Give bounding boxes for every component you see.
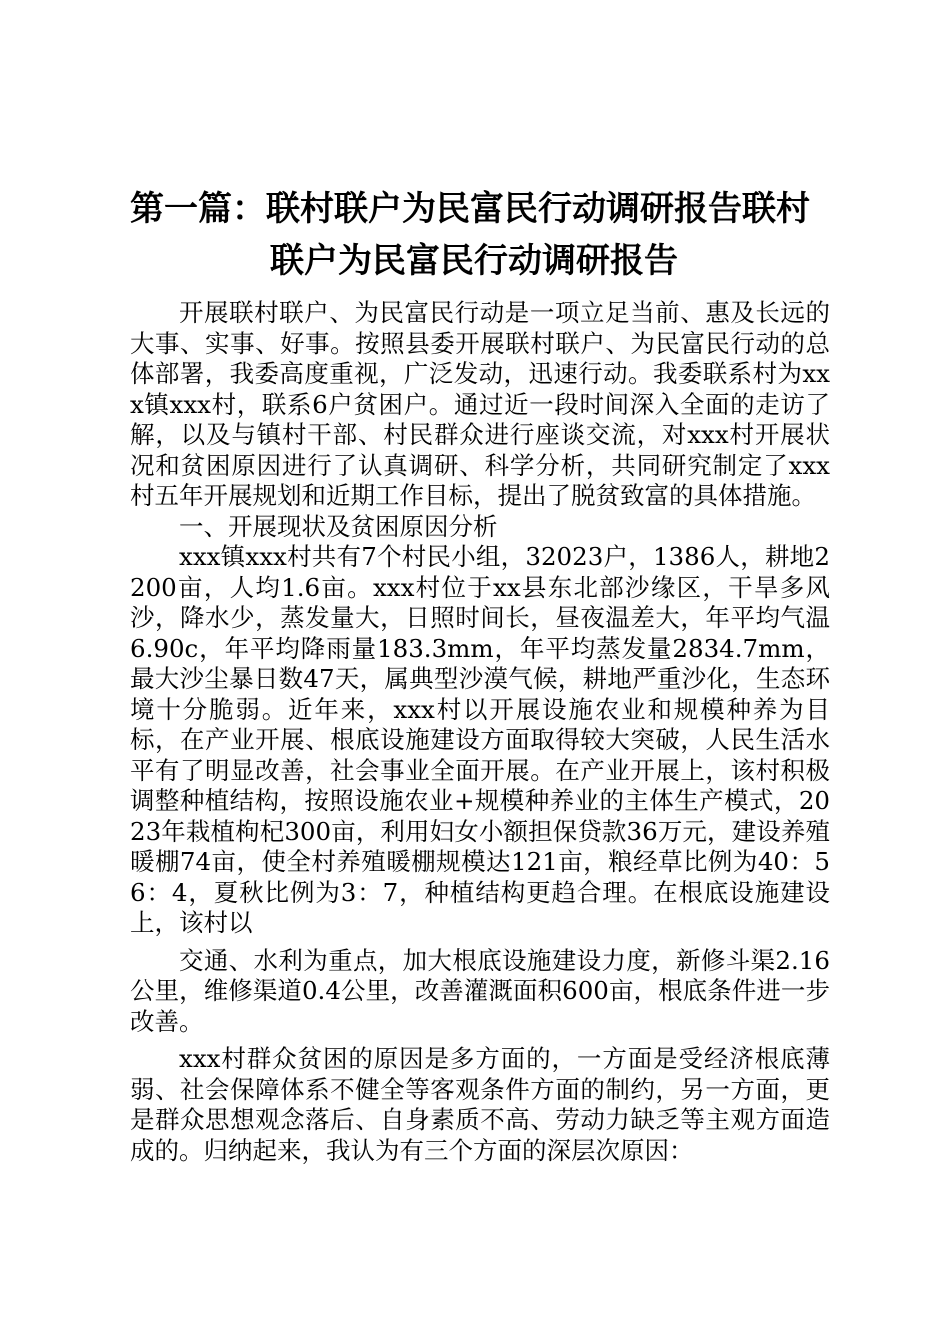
document-title-line-1: 第一篇：联村联户为民富民行动调研报告联村 bbox=[130, 189, 810, 229]
paragraph-infrastructure: 交通、水利为重点，加大根底设施建设力度，新修斗渠2.16公里，维修渠道0.4公里，改善灌溉面积600亩，根底条件进一步改善。 bbox=[130, 945, 830, 1036]
document-title-line-2: 联户为民富民行动调研报告 bbox=[270, 241, 678, 281]
paragraph-intro: 开展联村联户、为民富民行动是一项立足当前、惠及长远的大事、实事、好事。按照县委开展联村联户、为民富民行动的总体部署，我委高度重视，广泛发动，迅速行动。我委联系村为xxx镇xxx村，联系6户贫困户。通过近一段时间深入全面的走访了解，以及与镇村干部、村民群众进行座谈交流，对xxx村开展状况和贫困原因进行了认真调研、科学分析，共同研究制定了xxx村五年开展规划和近期工作目标，提出了脱贫致富的具体措施。 bbox=[130, 298, 830, 510]
paragraph-village-status: xxx镇xxx村共有7个村民小组，32023户，1386人，耕地2200亩，人均1.6亩。xxx村位于xx县东北部沙缘区，干旱多风沙，降水少，蒸发量大，日照时间长，昼夜温差大，年平均气温6.90c，年平均降雨量183.3mm，年平均蒸发量2834.7mm，最大沙尘暴日数47天，属典型沙漠气候，耕地严重沙化，生态环境十分脆弱。近年来，xxx村以开展设施农业和规模种养为目标，在产业开展、根底设施建设方面取得较大突破，人民生活水平有了明显改善，社会事业全面开展。在产业开展上，该村积极调整种植结构，按照设施农业+规模种养业的主体生产模式，2023年栽植枸杞300亩，利用妇女小额担保贷款36万元，建设养殖暖棚74亩，使全村养殖暖棚规模达121亩，粮经草比例为40：56：4，夏秋比例为3：7，种植结构更趋合理。在根底设施建设上，该村以 bbox=[130, 542, 830, 937]
section-heading: 一、开展现状及贫困原因分析 bbox=[179, 511, 498, 541]
document-body bbox=[130, 298, 830, 1166]
paragraph-poverty-causes: xxx村群众贫困的原因是多方面的，一方面是受经济根底薄弱、社会保障体系不健全等客观条件方面的制约，另一方面，更是群众思想观念落后、自身素质不高、劳动力缺乏等主观方面造成的。归纳起来，我认为有三个方面的深层次原因： bbox=[130, 1044, 830, 1165]
